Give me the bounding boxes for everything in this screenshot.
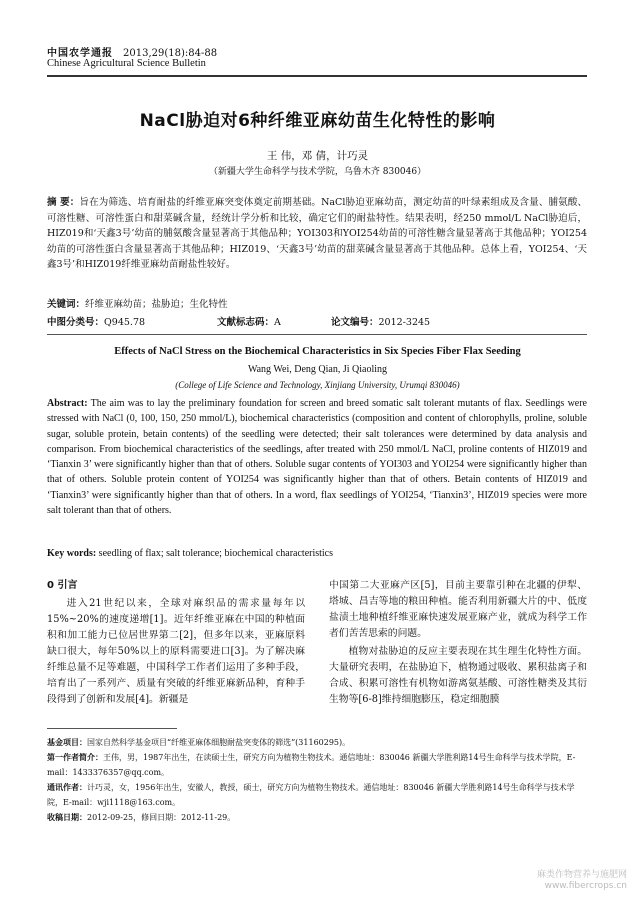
watermark-line1: 麻类作物营养与施肥网 [536, 870, 627, 880]
document-code: 文献标志码：A [217, 317, 281, 328]
section-rule [47, 334, 587, 335]
body-paragraph: 中国第二大亚麻产区[5]，目前主要靠引种在北疆的伊犁、塔城、昌吉等地的粮田种植。能否利用新疆大片的中、低度盐渍土地种植纤维亚麻快速发展亚麻产业，就成为科学工作者们苦苦思索的问题。 [329, 580, 587, 639]
watermark [537, 870, 627, 892]
keywords-cn-label: 关键词： [47, 299, 86, 310]
keywords-cn-text: 纤维亚麻幼苗；盐胁迫；生化特性 [85, 299, 228, 310]
paper-title-cn: NaCl胁迫对6种纤维亚麻幼苗生化特性的影响 [139, 111, 496, 131]
footnote-corresponding-author: 通讯作者：计巧灵，女，1956年出生，安徽人，教授，硕士，研究方向为植物生物技术。通信地址：830046 新疆大学胜利路14号生命科学与技术学院，E-mail：wji1118@163.com。 [47, 783, 575, 807]
watermark-line2: www.fibercrops.cn [544, 881, 627, 891]
footnote-first-author: 第一作者简介：王伟，男，1987年出生，在读硕士生，研究方向为植物生物技术。通信地址：830046 新疆大学胜利路14号生命科学与技术学院，E-mail：1433376357@qq.com。 [47, 753, 576, 777]
abstract-cn-label: 摘 要： [47, 197, 80, 208]
affiliation-cn: （新疆大学生命科学与技术学院，乌鲁木齐 830046） [208, 167, 427, 177]
footnotes [47, 735, 587, 825]
keywords-en-text: seedling of flax; salt tolerance; biochemical characteristics [98, 548, 334, 559]
abstract-en-text: The aim was to lay the preliminary foundation for screen and breed somatic salt tolerant mutants of flax. Seedlings were stressed with NaCl (0, 100, 150, 250 mmol/L), biochemical characteristics (composition and content of chlorophylls, proline, soluble sugar, soluble protein, betain contents) of the seedling were detected; their salt tolerances were determined by data analysis and comparison. From biochemical characteristics of the seedlings, after treated with 250 mmol/L NaCl, proline contents of HIZ019 and ‘Tianxin 3’ were significantly higher than that of others. Soluble sugar contents of YOI303 and YOI254 were significantly higher than that of others. Soluble protein content of YOI254 was significantly higher than that of others. Betain contents of HIZ019 and ‘Tianxin3’ were significantly higher than that of others. In a word, flax seedlings of YOI254, ‘Tianxin3’, HIZ019 species were more salt tolerant than that of others. [47, 398, 587, 517]
citation: 2013,29(18):84-88 [123, 48, 218, 59]
footnote-dates: 收稿日期：2012-09-25，修回日期：2012-11-29。 [47, 813, 236, 822]
journal-header [47, 44, 217, 59]
authors-cn: 王 伟，邓 倩，计巧灵 [266, 150, 369, 162]
keywords-cn [47, 296, 228, 310]
keywords-en [47, 548, 333, 559]
abstract-cn-text: 旨在为筛选、培育耐盐的纤维亚麻突变体奠定前期基础。NaCl胁迫亚麻幼苗，测定幼苗的叶绿素组成及含量、脯氨酸、可溶性糖、可溶性蛋白和甜菜碱含量，经统计学分析和比较，确定它们的耐盐特性。结果表明，经250 mmol/L NaCl胁迫后，HIZ019和‘天鑫3号’幼苗的脯氨酸含量显著高于其他品种；YOI303和YOI254幼苗的可溶性糖含量显著高于其他品种；YOI254幼苗的可溶性蛋白含量显著高于其他品种；HIZ019、‘天鑫3号’幼苗的甜菜碱含量显著高于其他品种。总体上看，YOI254、‘天鑫3号’和HIZ019纤维亚麻幼苗耐盐性较好。 [47, 197, 587, 270]
abstract-cn [47, 195, 587, 273]
body-paragraph: 植物对盐胁迫的反应主要表现在其生理生化特性方面。大量研究表明，在盐胁迫下，植物通过吸收、累积盐离子和合成、积累可溶性有机物如游离氨基酸、可溶性糖类及其衍生物等[6-8]维持细胞膨压，稳定细胞膜 [329, 646, 587, 705]
header-rule [47, 75, 587, 77]
journal-name-en: Chinese Agricultural Science Bulletin [47, 58, 206, 69]
paper-title-en: Effects of NaCl Stress on the Biochemical Characteristics in Six Species Fiber Flax Seeding [114, 346, 521, 357]
section-heading: 0 引言 [47, 580, 78, 591]
clc-number: 中图分类号：Q945.78 [47, 317, 146, 328]
keywords-en-label: Key words: [47, 548, 97, 559]
footnote-fund: 基金项目：国家自然科学基金项目“纤维亚麻体细胞耐盐突变体的筛选”(31160295)。 [47, 738, 351, 747]
abstract-en-label: Abstract: [47, 398, 88, 409]
body-paragraph: 进入21世纪以来，全球对麻织品的需求量每年以15%~20%的速度递增[1]。近年纤维亚麻在中国的种植面积和加工能力已位居世界第二[2]，但多年以来，亚麻原料缺口很大，每年50%以上的原料需要进口[3]。为了解决麻纤维总量不足等难题，中国科学工作者们运用了多种手段，培育出了一系列产、质量有突破的纤维亚麻新品种，育种手段得到了创新和发展[4]。新疆是 [47, 598, 305, 705]
paper-number: 论文编号：2012-3245 [331, 317, 431, 328]
body-column-left [47, 578, 305, 710]
affiliation-en: (College of Life Science and Technology, Xinjiang University, Urumqi 830046) [175, 380, 460, 390]
journal-name-cn: 中国农学通报 [47, 48, 113, 59]
footnote-rule [47, 728, 177, 729]
authors-en: Wang Wei, Deng Qian, Ji Qiaoling [247, 364, 387, 375]
body-column-right [329, 578, 587, 710]
abstract-en [47, 396, 587, 518]
